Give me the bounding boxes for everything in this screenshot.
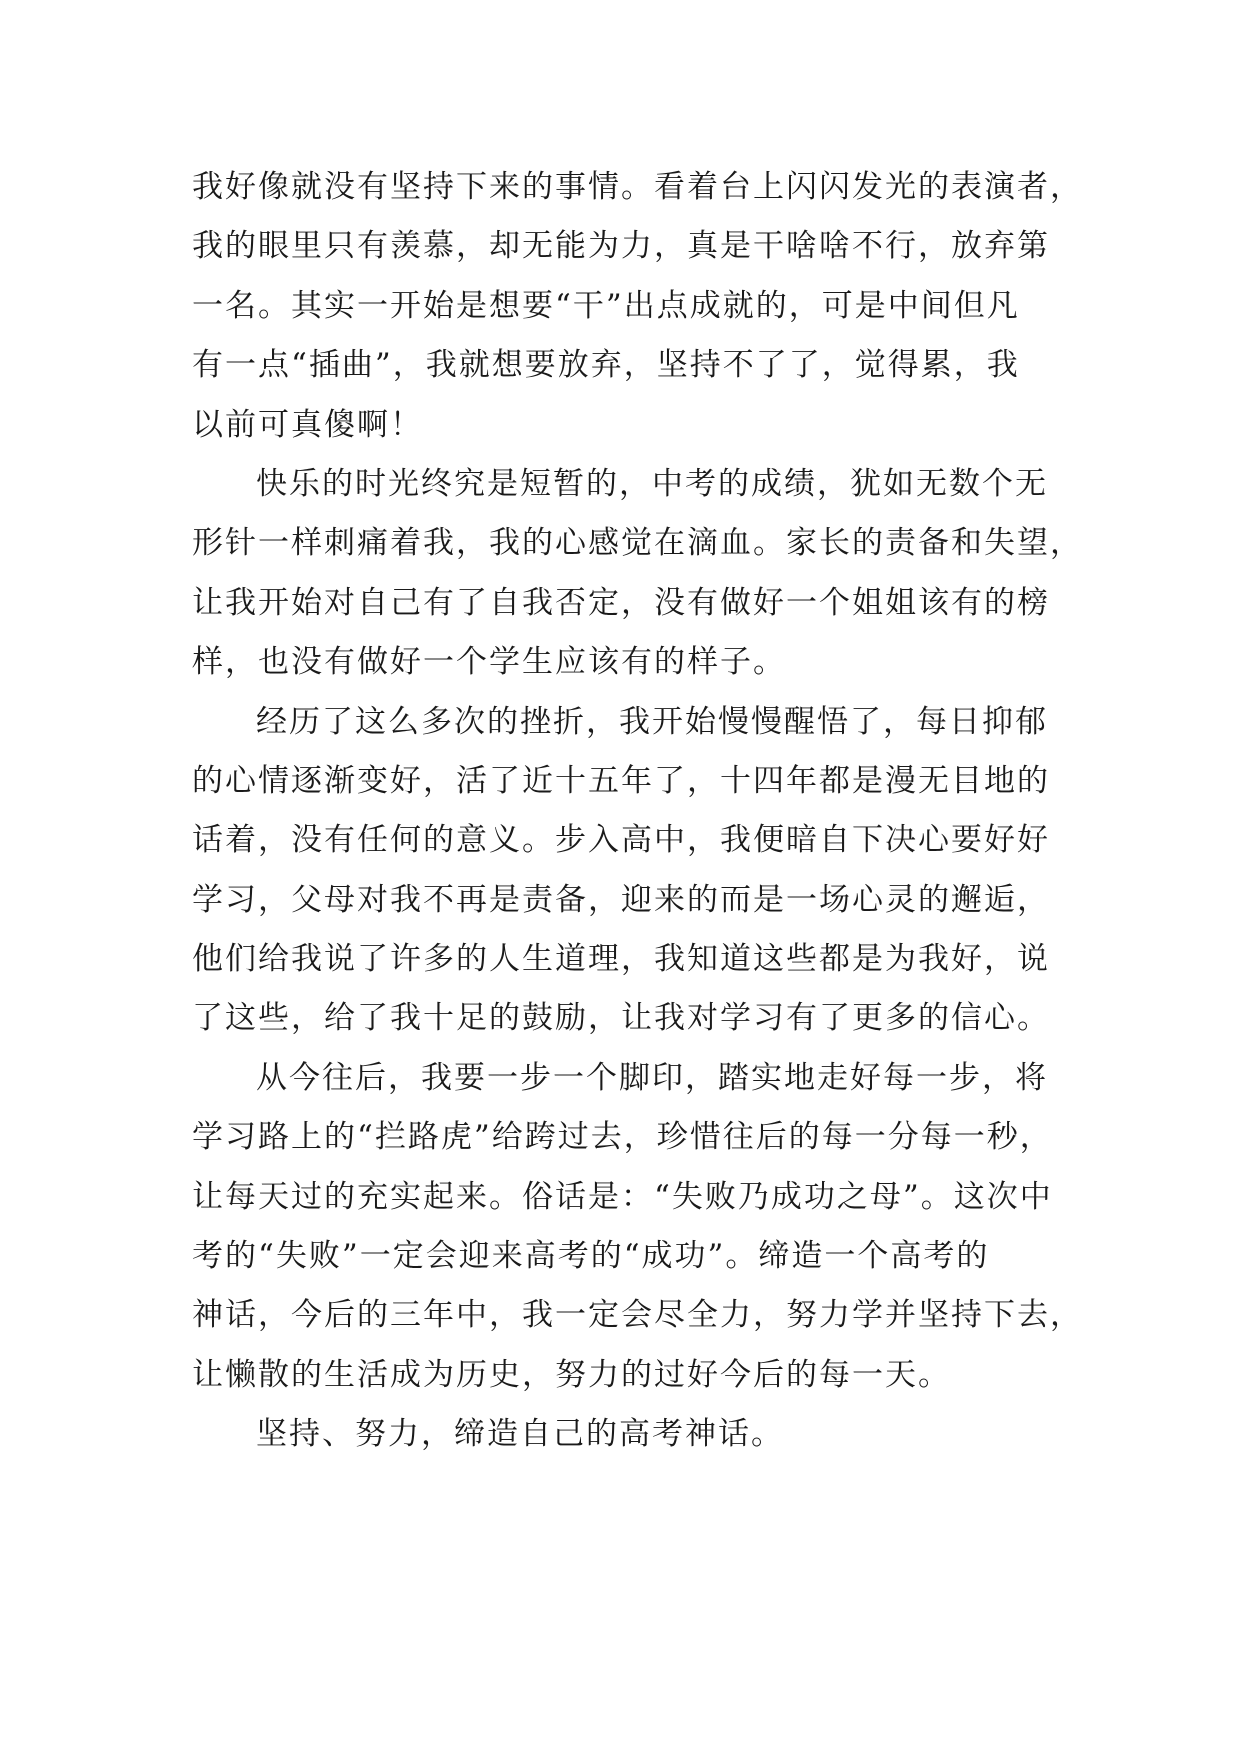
text-line: 让我开始对自己有了自我否定，没有做好一个姐姐该有的榜	[192, 584, 1050, 621]
text-line: 了这些，给了我十足的鼓励，让我对学习有了更多的信心。	[192, 1000, 1050, 1037]
text-line: 学习路上的“拦路虎”给跨过去，珍惜往后的每一分每一秒，	[192, 1119, 1053, 1156]
text-line: 让懒散的生活成为历史，努力的过好今后的每一天。	[192, 1356, 951, 1393]
text-line: 让每天过的充实起来。俗话是：“失败乃成功之母”。这次中	[192, 1178, 1053, 1215]
text-line: 一名。其实一开始是想要“干”出点成就的，可是中间但凡	[192, 287, 1020, 324]
document-body	[192, 158, 1092, 1465]
paragraph-first-line: 坚持、努力，缔造自己的高考神话。	[256, 1416, 784, 1453]
paragraph-first-line: 经历了这么多次的挫折，我开始慢慢醒悟了，每日抑郁	[256, 703, 1048, 740]
paragraph-first-line: 快乐的时光终究是短暂的，中考的成绩，犹如无数个无	[256, 465, 1048, 502]
text-line: 的心情逐渐变好，活了近十五年了，十四年都是漫无目地的	[192, 762, 1050, 799]
text-line: 我好像就没有坚持下来的事情。看着台上闪闪发光的表演者，	[192, 169, 1083, 205]
text-line: 以前可真傻啊！	[192, 406, 423, 443]
text-line: 样，也没有做好一个学生应该有的样子。	[192, 644, 786, 681]
text-line: 神话，今后的三年中，我一定会尽全力，努力学并坚持下去，	[192, 1297, 1083, 1334]
text-line: 我的眼里只有羡慕，却无能为力，真是干啥啥不行，放弃第	[192, 228, 1050, 265]
text-line: 形针一样刺痛着我，我的心感觉在滴血。家长的责备和失望，	[192, 525, 1083, 562]
text-line: 他们给我说了许多的人生道理，我知道这些都是为我好，说	[192, 941, 1050, 978]
text-line: 有一点“插曲”，我就想要放弃，坚持不了了，觉得累，我	[192, 347, 1020, 384]
paragraph-first-line: 从今往后，我要一步一个脚印，踏实地走好每一步，将	[256, 1059, 1048, 1096]
text-line: 学习，父母对我不再是责备，迎来的而是一场心灵的邂逅，	[192, 881, 1050, 918]
text-line: 考的“失败”一定会迎来高考的“成功”。缔造一个高考的	[192, 1238, 990, 1275]
text-line: 话着，没有任何的意义。步入高中，我便暗自下决心要好好	[192, 822, 1050, 859]
